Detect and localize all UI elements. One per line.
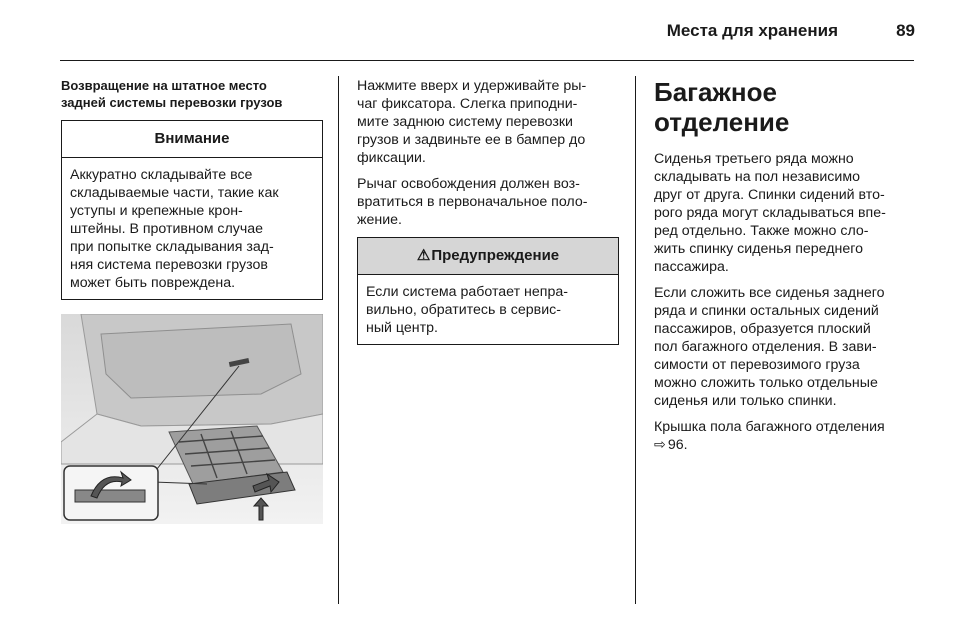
body-paragraph-2: Если сложить все сиденья заднего ряда и спинки остальных сидений пассажиров, образуется плоский пол багажного отделения. В зави- симости от перевозимого груза можно сложить только отдельные сиденья или только спинки. [654,285,885,409]
warning-triangle-icon: ⚠ [416,247,431,264]
instruction-paragraph-2: Рычаг освобождения должен воз- вратиться в первоначальное поло- жение. [357,176,588,228]
section-title: Багажное отделение [654,77,790,137]
page-number: 89 [896,21,915,40]
caution-box [61,120,323,300]
reference-text: Крышка пола багажного отделения [654,419,885,435]
caution-title: Внимание [62,121,322,158]
warning-text: Если система работает непра- вильно, обратитесь в сервис- ный центр. [366,284,568,336]
middle-column [357,77,619,345]
header-divider [60,60,914,61]
column-divider-right [635,76,636,604]
section-subheading: Возвращение на штатное место задней системы перевозки грузов [61,78,283,110]
caution-text: Аккуратно складывайте все складываемые части, такие как уступы и крепежные крон- штейны. В противном случае при попытке складывания зад- няя система перевозки грузов может быть повреждена. [70,167,279,291]
warning-header [358,238,618,275]
warning-title: Предупреждение [431,247,560,264]
rear-carrier-illustration [61,314,323,524]
rear-window-shape [101,324,301,398]
cross-reference [654,418,916,454]
right-column [654,77,916,462]
instruction-paragraph-1: Нажмите вверх и удерживайте ры- чаг фиксатора. Слегка приподни- мите заднюю систему перевозки грузов и задвиньте ее в бампер до фиксации. [357,78,587,166]
body-paragraph-1: Сиденья третьего ряда можно складывать на пол независимо друг от друга. Спинки сидений вто- рого ряда могут складываться впе- ред отдельно. Также можно сло- жить спинку сиденья переднего пассажира. [654,151,886,275]
left-column [61,77,323,524]
detail-lever-shape [75,490,145,502]
column-divider-left [338,76,339,604]
warning-box [357,237,619,345]
page-reference-arrow-icon: ⇨ [654,437,666,453]
running-header-title: Места для хранения [666,21,838,40]
reference-page[interactable]: 96. [667,437,688,453]
